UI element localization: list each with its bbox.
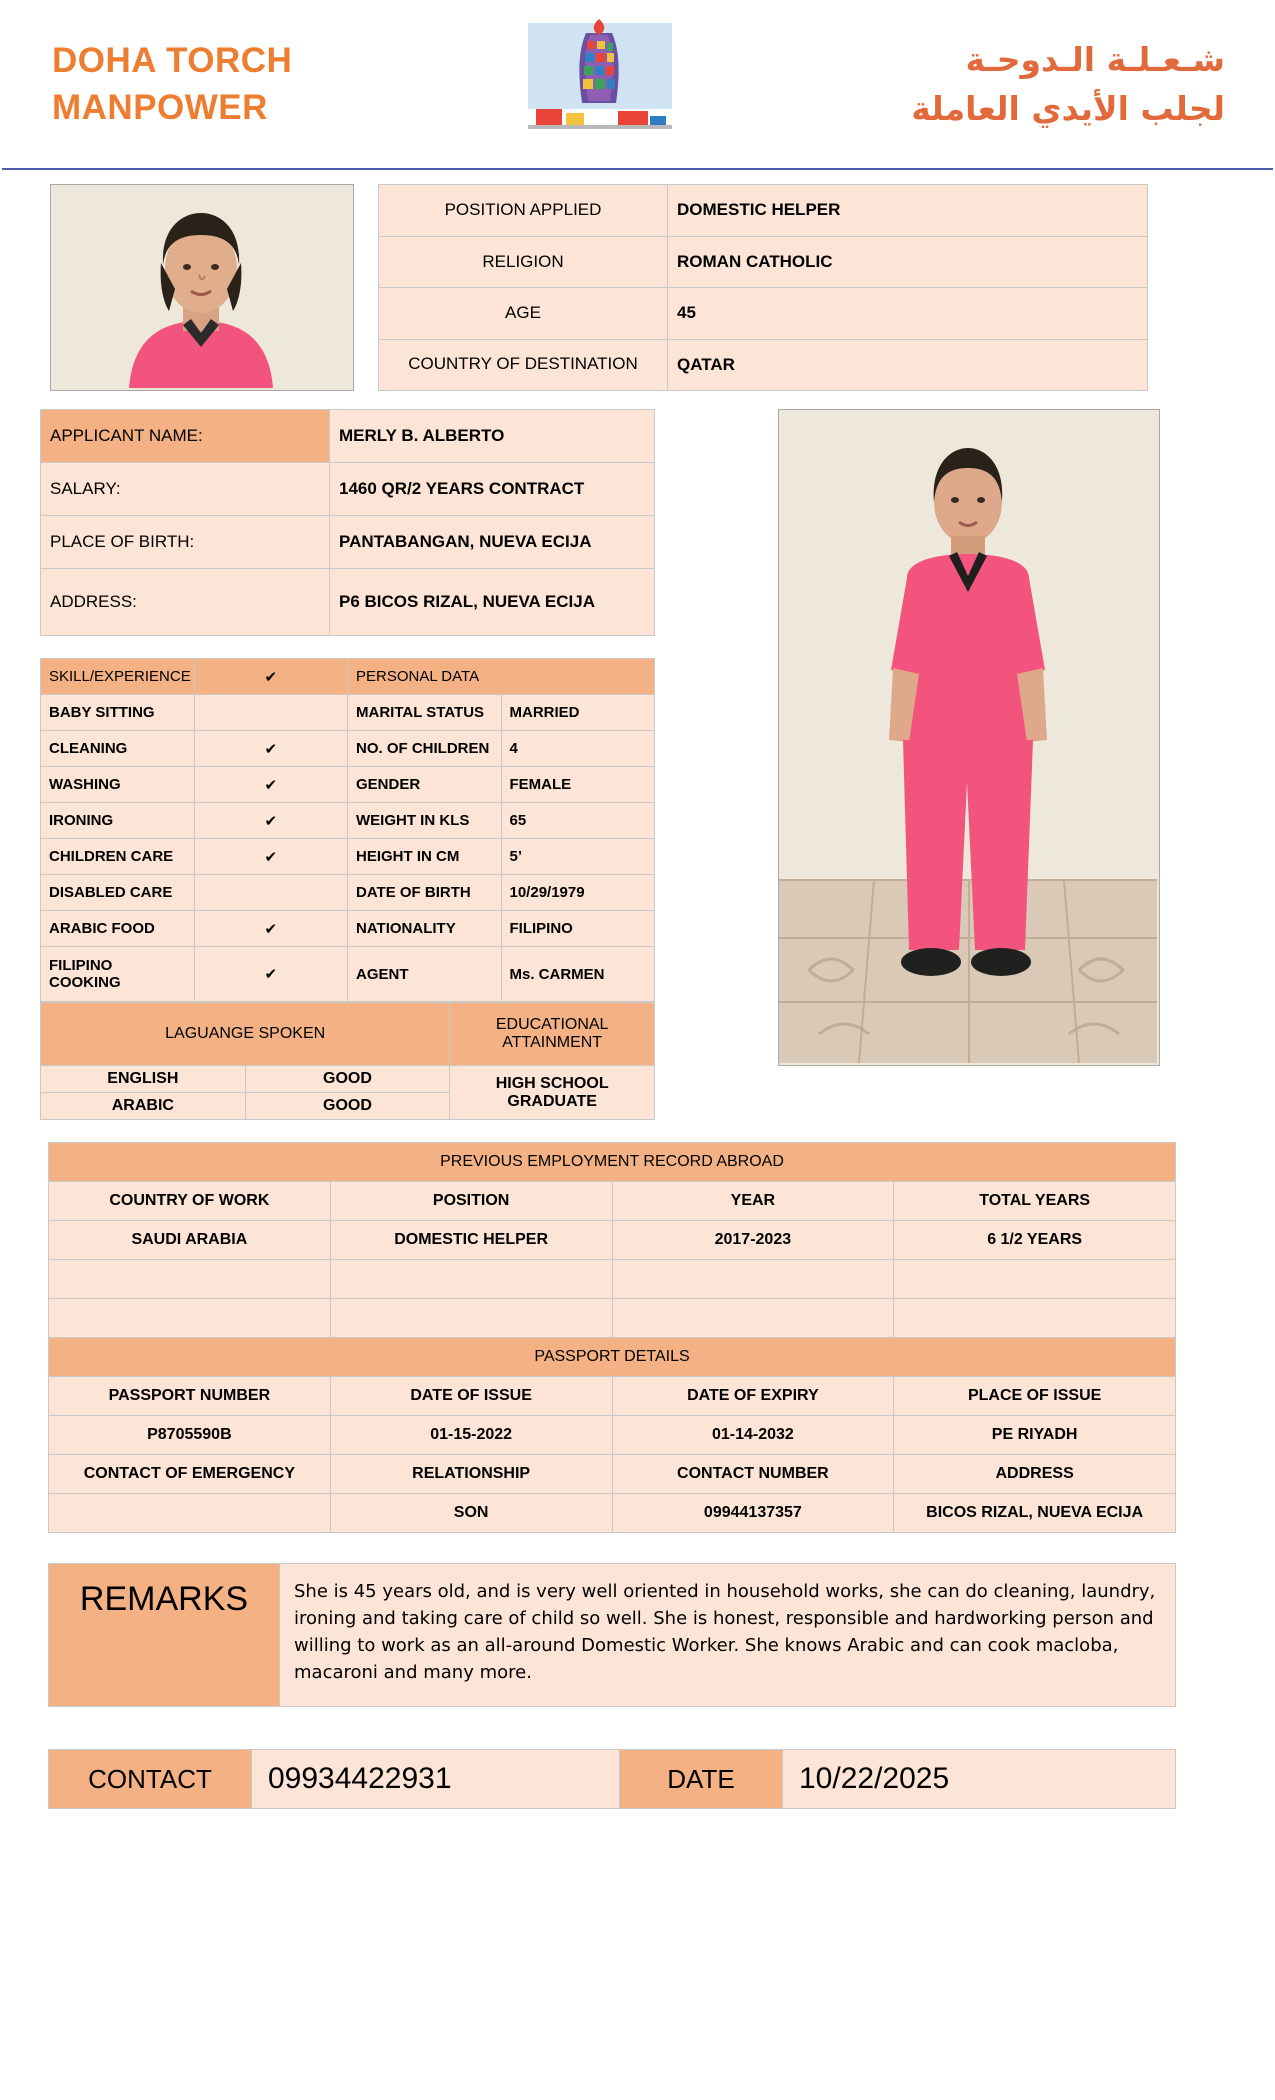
records-section <box>0 1120 1275 1533</box>
table-row <box>41 947 655 1002</box>
skill-checkbox[interactable]: ✔ <box>194 839 348 875</box>
language-name: ENGLISH <box>41 1066 246 1093</box>
table-row <box>41 569 655 636</box>
language-name: ARABIC <box>41 1093 246 1120</box>
top-section <box>0 170 1275 391</box>
table-row <box>41 767 655 803</box>
remarks-text: She is 45 years old, and is very well oriented in household works, she can do cleaning, laundry, ironing and taking care of child so well. She is honest, responsible and hardworking person and willing to work as an all-around Domestic Worker. She knows Arabic and can cook macloba, macaroni and many more. <box>280 1564 1176 1707</box>
logo <box>492 9 707 159</box>
company-name <box>40 37 492 132</box>
table-row <box>41 516 655 569</box>
employment-empty-cell <box>612 1299 894 1338</box>
table-row <box>49 1494 1176 1533</box>
passport-col-place: PLACE OF ISSUE <box>894 1377 1176 1416</box>
table-row <box>379 339 1148 391</box>
employment-col-country: COUNTRY OF WORK <box>49 1182 331 1221</box>
table-row <box>379 185 1148 237</box>
skill-label: CLEANING <box>41 731 195 767</box>
personal-data-value: FEMALE <box>501 767 655 803</box>
employment-col-position: POSITION <box>330 1182 612 1221</box>
table-row <box>379 236 1148 288</box>
skill-checkbox[interactable]: ✔ <box>194 803 348 839</box>
applicant-name-value: MERLY B. ALBERTO <box>330 410 655 463</box>
personal-data-value: 4 <box>501 731 655 767</box>
footer-section <box>0 1707 1275 1809</box>
personal-data-label: DATE OF BIRTH <box>348 875 502 911</box>
employment-col-total-years: TOTAL YEARS <box>894 1182 1176 1221</box>
table-row <box>41 1066 655 1093</box>
skill-experience-header: SKILL/EXPERIENCE <box>41 659 195 695</box>
emergency-col-relationship: RELATIONSHIP <box>330 1455 612 1494</box>
emergency-col-contact: CONTACT OF EMERGENCY <box>49 1455 331 1494</box>
personal-data-value: FILIPINO <box>501 911 655 947</box>
company-name-line2: MANPOWER <box>52 88 268 127</box>
passport-place-value: PE RIYADH <box>894 1416 1176 1455</box>
table-row <box>49 1338 1176 1377</box>
personal-data-value: 5’ <box>501 839 655 875</box>
employment-empty-cell <box>49 1260 331 1299</box>
arabic-line2: لجلب الأيدي العاملة <box>911 89 1225 128</box>
applicant-column <box>40 409 660 1120</box>
remarks-label: REMARKS <box>49 1564 280 1707</box>
skill-checkbox[interactable]: ✔ <box>194 767 348 803</box>
table-row <box>49 1221 1176 1260</box>
place-of-birth-value: PANTABANGAN, NUEVA ECIJA <box>330 516 655 569</box>
remarks-section <box>0 1533 1275 1707</box>
employment-country: SAUDI ARABIA <box>49 1221 331 1260</box>
contact-value: 09934422931 <box>252 1750 620 1809</box>
personal-data-label: AGENT <box>348 947 502 1002</box>
passport-col-number: PASSPORT NUMBER <box>49 1377 331 1416</box>
table-row <box>49 1750 1176 1809</box>
employment-position: DOMESTIC HELPER <box>330 1221 612 1260</box>
table-row <box>379 288 1148 340</box>
religion-label: RELIGION <box>379 236 668 288</box>
company-name-line1: DOHA TORCH <box>52 40 293 80</box>
table-row <box>41 659 655 695</box>
headshot-illustration <box>51 185 351 388</box>
place-of-birth-label: PLACE OF BIRTH: <box>41 516 330 569</box>
passport-issue-value: 01-15-2022 <box>330 1416 612 1455</box>
language-spoken-header: LAGUANGE SPOKEN <box>41 1003 450 1066</box>
table-row <box>41 911 655 947</box>
emergency-address-value: BICOS RIZAL, NUEVA ECIJA <box>894 1494 1176 1533</box>
personal-data-label: WEIGHT IN KLS <box>348 803 502 839</box>
salary-value: 1460 QR/2 YEARS CONTRACT <box>330 463 655 516</box>
country-destination-value: QATAR <box>668 339 1148 391</box>
employment-empty-cell <box>894 1260 1176 1299</box>
position-applied-label: POSITION APPLIED <box>379 185 668 237</box>
employment-year: 2017-2023 <box>612 1221 894 1260</box>
personal-data-label: GENDER <box>348 767 502 803</box>
passport-col-expiry: DATE OF EXPIRY <box>612 1377 894 1416</box>
personal-data-label: NO. OF CHILDREN <box>348 731 502 767</box>
skill-label: CHILDREN CARE <box>41 839 195 875</box>
skill-label: WASHING <box>41 767 195 803</box>
date-value: 10/22/2025 <box>783 1750 1176 1809</box>
employment-title: PREVIOUS EMPLOYMENT RECORD ABROAD <box>49 1143 1176 1182</box>
language-education-table <box>40 1002 655 1120</box>
personal-data-label: NATIONALITY <box>348 911 502 947</box>
personal-data-label: MARITAL STATUS <box>348 695 502 731</box>
fullbody-illustration <box>779 410 1157 1063</box>
table-row <box>49 1564 1176 1707</box>
language-level: GOOD <box>245 1093 450 1120</box>
skill-label: DISABLED CARE <box>41 875 195 911</box>
address-value: P6 BICOS RIZAL, NUEVA ECIJA <box>330 569 655 636</box>
table-row <box>41 839 655 875</box>
table-row <box>41 731 655 767</box>
employment-empty-cell <box>894 1299 1176 1338</box>
skill-checkbox[interactable]: ✔ <box>194 911 348 947</box>
table-row <box>41 410 655 463</box>
torch-icon <box>520 17 680 145</box>
arabic-line1: شـعـلـة الـدوحـة <box>965 39 1225 79</box>
employment-empty-cell <box>330 1260 612 1299</box>
table-row <box>41 875 655 911</box>
skill-checkbox[interactable]: ✔ <box>194 947 348 1002</box>
passport-col-issue: DATE OF ISSUE <box>330 1377 612 1416</box>
applicant-name-label: APPLICANT NAME: <box>41 410 330 463</box>
table-row <box>49 1377 1176 1416</box>
middle-section <box>0 391 1275 1120</box>
applicant-headshot-photo <box>50 184 354 391</box>
position-applied-value: DOMESTIC HELPER <box>668 185 1148 237</box>
table-row <box>49 1260 1176 1299</box>
educational-attainment-header: EDUCATIONAL ATTAINMENT <box>450 1003 655 1066</box>
employment-empty-cell <box>49 1299 331 1338</box>
age-label: AGE <box>379 288 668 340</box>
employment-empty-cell <box>330 1299 612 1338</box>
skills-personal-data-table <box>40 658 655 1002</box>
skill-label: BABY SITTING <box>41 695 195 731</box>
logo-background <box>492 9 707 145</box>
table-row <box>49 1455 1176 1494</box>
table-row <box>49 1416 1176 1455</box>
table-row <box>49 1299 1176 1338</box>
personal-data-value: MARRIED <box>501 695 655 731</box>
address-label: ADDRESS: <box>41 569 330 636</box>
check-column-header: ✔ <box>194 659 348 695</box>
personal-data-value: Ms. CARMEN <box>501 947 655 1002</box>
personal-data-value: 10/29/1979 <box>501 875 655 911</box>
skill-label: FILIPINO COOKING <box>41 947 195 1002</box>
contact-label: CONTACT <box>49 1750 252 1809</box>
country-destination-label: COUNTRY OF DESTINATION <box>379 339 668 391</box>
company-name-arabic <box>707 35 1235 134</box>
language-level: GOOD <box>245 1066 450 1093</box>
education-value: HIGH SCHOOL GRADUATE <box>450 1066 655 1120</box>
emergency-relationship-value: SON <box>330 1494 612 1533</box>
date-label: DATE <box>620 1750 783 1809</box>
table-row <box>41 1003 655 1066</box>
position-table <box>378 184 1148 391</box>
employment-col-year: YEAR <box>612 1182 894 1221</box>
passport-number-value: P8705590B <box>49 1416 331 1455</box>
religion-value: ROMAN CATHOLIC <box>668 236 1148 288</box>
employment-passport-table <box>48 1142 1176 1533</box>
table-row <box>49 1143 1176 1182</box>
salary-label: SALARY: <box>41 463 330 516</box>
table-row <box>41 695 655 731</box>
table-row <box>41 463 655 516</box>
skill-checkbox[interactable]: ✔ <box>194 731 348 767</box>
employment-total-years: 6 1/2 YEARS <box>894 1221 1176 1260</box>
emergency-contact-empty <box>49 1494 331 1533</box>
remarks-table <box>48 1563 1176 1707</box>
applicant-table <box>40 409 655 636</box>
document-header <box>0 0 1275 168</box>
skill-checkbox[interactable] <box>194 875 348 911</box>
personal-data-value: 65 <box>501 803 655 839</box>
skill-label: IRONING <box>41 803 195 839</box>
applicant-fullbody-photo <box>778 409 1160 1066</box>
employment-empty-cell <box>612 1260 894 1299</box>
skill-checkbox[interactable] <box>194 695 348 731</box>
contact-date-table <box>48 1749 1176 1809</box>
passport-title: PASSPORT DETAILS <box>49 1338 1176 1377</box>
emergency-col-number: CONTACT NUMBER <box>612 1455 894 1494</box>
passport-expiry-value: 01-14-2032 <box>612 1416 894 1455</box>
table-row <box>49 1182 1176 1221</box>
emergency-number-value: 09944137357 <box>612 1494 894 1533</box>
skill-label: ARABIC FOOD <box>41 911 195 947</box>
personal-data-label: HEIGHT IN CM <box>348 839 502 875</box>
personal-data-header: PERSONAL DATA <box>348 659 655 695</box>
table-row <box>41 803 655 839</box>
emergency-col-address: ADDRESS <box>894 1455 1176 1494</box>
age-value: 45 <box>668 288 1148 340</box>
